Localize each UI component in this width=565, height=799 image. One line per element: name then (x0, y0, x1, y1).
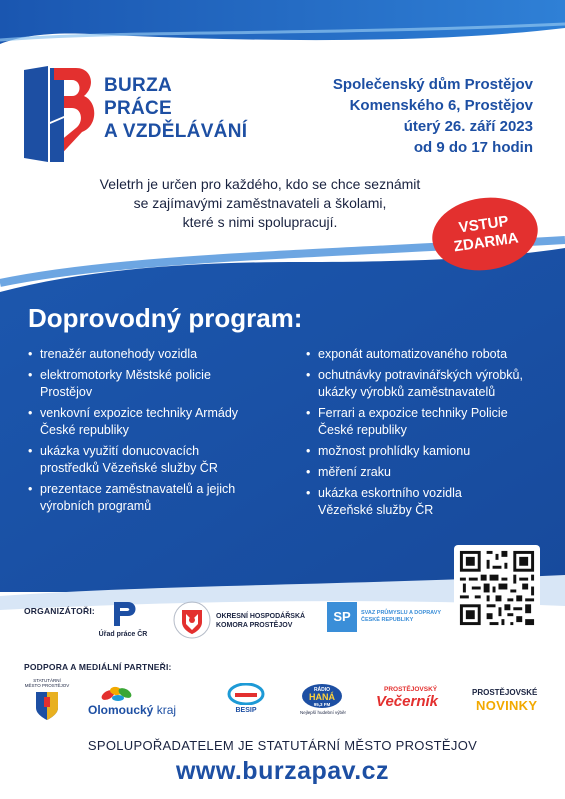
program-item: • ukázka využití donucovacích prostředků Vězeňské služby ČR (28, 443, 278, 477)
radio-hana-logo (292, 684, 354, 720)
besip-logo (224, 683, 268, 719)
program-item: • venkovní expozice techniky Armády České republiky (28, 405, 278, 439)
olomoucky-flower-icon (98, 683, 138, 705)
burza-logo-icon (24, 66, 98, 166)
olomoucky-kraj-logo (88, 683, 198, 719)
radio-hana-line-1: RÁDIO (313, 687, 331, 693)
fair-title-line-1: BURZA (104, 75, 172, 96)
sp-logo-mark: SP (327, 602, 357, 632)
sp-line-1: SVAZ PRŮMYSLU A DOPRAVY (361, 610, 442, 616)
vecernik-line-1: PROSTĚJOVSKÝ (384, 686, 438, 693)
novinky-line-1: PROSTĚJOVSKÉ (472, 688, 538, 697)
event-venue: Společenský dům Prostějov (332, 76, 533, 93)
badge-line-2: ZDARMA (452, 229, 520, 256)
radio-hana-tagline: Nejlepší hudební výběr (299, 710, 347, 715)
city-line-1: STATUTÁRNÍ (33, 678, 61, 683)
vecernik-line-2: Večerník (376, 693, 438, 710)
besip-text: BESIP (235, 707, 257, 714)
vecernik-logo (372, 686, 456, 720)
radio-hana-line-2: HANÁ (309, 692, 335, 702)
program-list-right (306, 346, 546, 523)
event-hours: od 9 do 17 hodin (413, 139, 533, 156)
program-item: • Ferrari a expozice techniky Policie České republiky (306, 405, 546, 439)
coorganizer-note: SPOLUPOŘADATELEM JE STATUTÁRNÍ MĚSTO PROSTĚJOV (87, 738, 478, 753)
fair-title (104, 74, 247, 143)
novinky-line-2: NOVINKY (476, 698, 538, 713)
website-link[interactable]: www.burzapav.cz (175, 757, 390, 785)
city-crest-icon (36, 692, 58, 720)
badge-line-1: VSTUP (457, 212, 510, 237)
ohk-line-2: KOMORA PROSTĚJOV (216, 622, 293, 629)
qr-code-icon (454, 545, 540, 631)
novinky-logo (472, 688, 542, 718)
ohk-logo (172, 600, 322, 640)
city-line-2: MĚSTO PROSTĚJOV (24, 683, 70, 688)
sp-logo (327, 600, 442, 636)
program-item: • prezentace zaměstnavatelů a jejich výrobních programů (28, 481, 278, 515)
program-item: • ukázka eskortního vozidla Vězeňské služby ČR (306, 485, 546, 519)
city-prostejov-logo (24, 678, 70, 724)
fair-title-line-3: A VZDĚLÁVÁNÍ (104, 121, 248, 142)
program-item: • ochutnávky potravinářských výrobků, ukázky výrobků zaměstnavatelů (306, 367, 546, 401)
kraj-word: kraj (156, 703, 177, 717)
program-item: • trenažér autonehody vozidla (28, 346, 278, 363)
program-list-left (28, 346, 278, 519)
olomoucky-word: Olomoucký (88, 703, 154, 717)
program-item: • elektromotorky Městské policie Prostějov (28, 367, 278, 401)
besip-icon (227, 683, 265, 705)
intro-line: které s nimi spolupracují. (182, 214, 338, 230)
uprace-logo (92, 600, 152, 642)
uprace-logo-icon (108, 600, 138, 628)
event-date: úterý 26. září 2023 (403, 118, 533, 135)
qr-code[interactable] (454, 545, 540, 631)
uprace-caption: Úřad práce ČR (98, 631, 148, 638)
radio-hana-badge (302, 684, 342, 708)
intro-line: Veletrh je určen pro každého, kdo se chce seznámit (99, 176, 421, 192)
sp-line-2: ČESKÉ REPUBLIKY (361, 617, 414, 623)
fair-title-line-2: PRÁCE (104, 98, 173, 119)
program-heading: Doprovodný program: (28, 303, 303, 333)
radio-hana-freq: 95,3 FM (313, 702, 331, 707)
ohk-crest-icon (172, 600, 212, 640)
partners-label: PODPORA A MEDIÁLNÍ PARTNEŘI: (24, 662, 172, 672)
intro-text (60, 175, 460, 232)
event-address: Komenského 6, Prostějov (349, 97, 533, 114)
olomoucky-text (88, 703, 176, 717)
organizers-label: ORGANIZÁTOŘI: (24, 606, 95, 616)
program-item: • měření zraku (306, 464, 546, 481)
ohk-line-1: OKRESNÍ HOSPODÁŘSKÁ (216, 613, 306, 620)
program-item: • exponát automatizovaného robota (306, 346, 546, 363)
program-item: • možnost prohlídky kamionu (306, 443, 546, 460)
event-info (333, 74, 533, 158)
intro-line: se zajímavými zaměstnavateli a školami, (133, 195, 387, 211)
